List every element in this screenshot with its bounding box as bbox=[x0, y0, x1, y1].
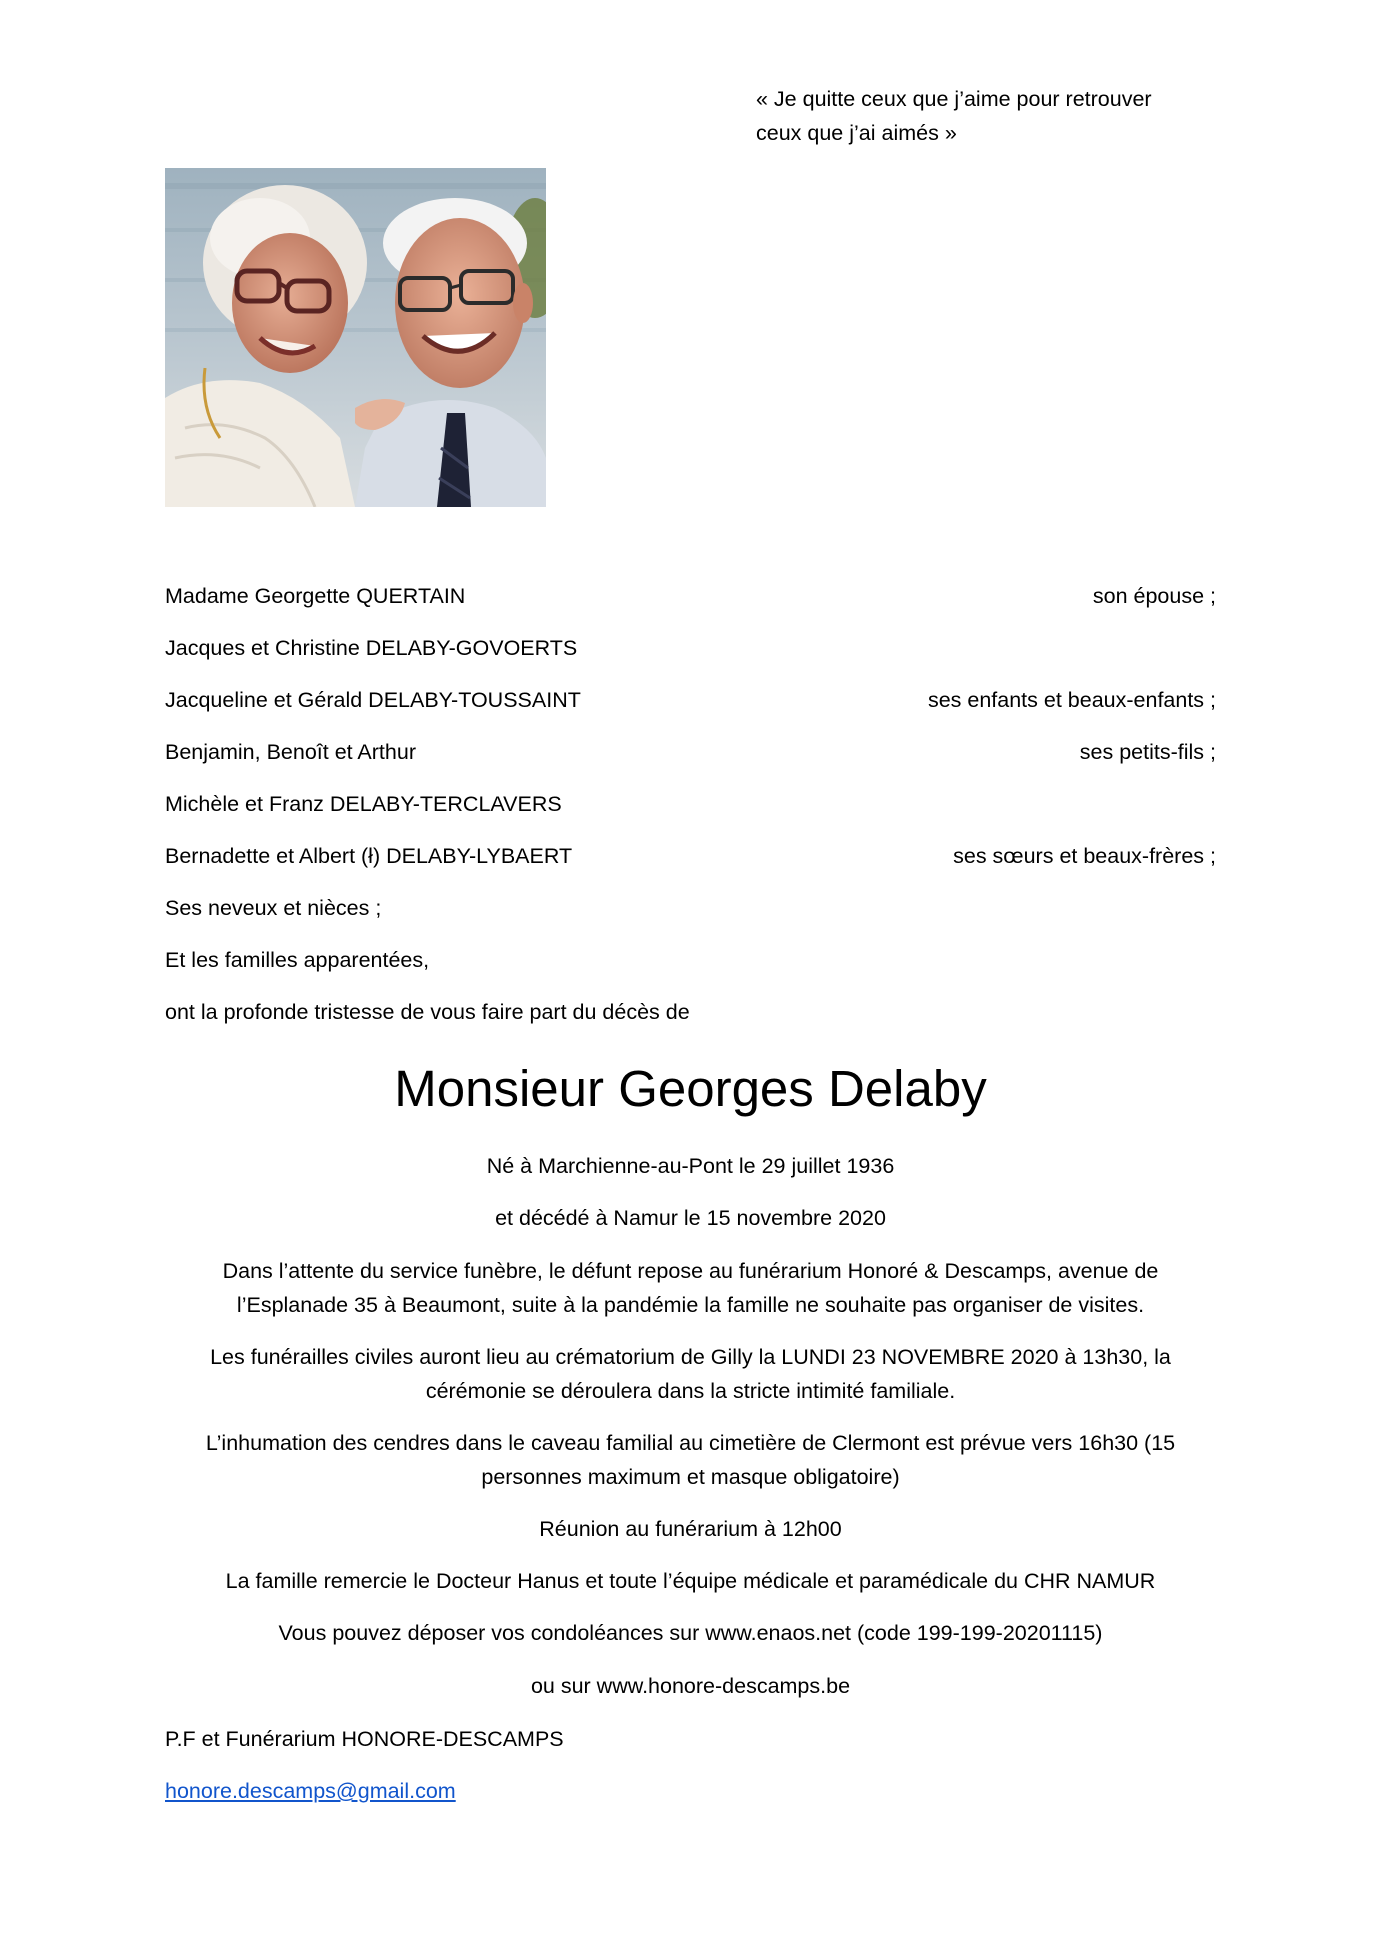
family-row bbox=[165, 789, 1216, 819]
family-member-name: Bernadette et Albert (ł) DELABY-LYBAERT bbox=[165, 844, 573, 868]
epigraph-quote bbox=[756, 82, 1316, 150]
family-relation: son épouse ; bbox=[1092, 584, 1216, 608]
email-link[interactable]: honore.descamps@gmail.com bbox=[165, 1779, 456, 1803]
quote-line-1: « Je quitte ceux que j’aime pour retrouver bbox=[756, 87, 1152, 111]
family-member-name: Madame Georgette QUERTAIN bbox=[165, 584, 466, 608]
couple-photo-illustration bbox=[165, 168, 546, 507]
family-relation: ses sœurs et beaux-frères ; bbox=[953, 844, 1216, 868]
announcement-line bbox=[165, 997, 1216, 1027]
funeral-home-name: P.F et Funérarium HONORE-DESCAMPS bbox=[165, 1727, 564, 1751]
burial-paragraph-line-1: L’inhumation des cendres dans le caveau familial au cimetière de Clermont est prévue vers 16h30 (15 bbox=[205, 1431, 1176, 1455]
family-member-name: Et les familles apparentées, bbox=[165, 948, 430, 972]
family-row bbox=[165, 685, 1216, 715]
family-member-name: Benjamin, Benoît et Arthur bbox=[165, 740, 416, 764]
rest-paragraph-line-2: l’Esplanade 35 à Beaumont, suite à la pandémie la famille ne souhaite pas organiser de visites. bbox=[236, 1293, 1145, 1317]
quote-line-2: ceux que j’ai aimés » bbox=[756, 121, 957, 145]
burial-paragraph-line-2: personnes maximum et masque obligatoire) bbox=[481, 1465, 900, 1489]
family-member-name: Michèle et Franz DELABY-TERCLAVERS bbox=[165, 792, 562, 816]
birth-line: Né à Marchienne-au-Pont le 29 juillet 1936 bbox=[486, 1154, 895, 1178]
website-line: ou sur www.honore-descamps.be bbox=[530, 1674, 851, 1698]
family-member-name: Jacqueline et Gérald DELABY-TOUSSAINT bbox=[165, 688, 581, 712]
condolences-line: Vous pouvez déposer vos condoléances sur www.enaos.net (code 199-199-20201115) bbox=[278, 1621, 1103, 1645]
family-row bbox=[165, 581, 1216, 611]
family-row bbox=[165, 945, 1216, 975]
couple-photo bbox=[165, 168, 546, 507]
family-row bbox=[165, 841, 1216, 871]
family-relation: ses petits-fils ; bbox=[1079, 740, 1216, 764]
deceased-name-heading: Monsieur Georges Delaby bbox=[394, 1060, 987, 1117]
thanks-line: La famille remercie le Docteur Hanus et toute l’équipe médicale et paramédicale du CHR NAMUR bbox=[225, 1569, 1156, 1593]
family-member-name: Ses neveux et nièces ; bbox=[165, 896, 382, 920]
family-row bbox=[165, 737, 1216, 767]
announcement-text: ont la profonde tristesse de vous faire part du décès de bbox=[165, 1000, 690, 1024]
rest-paragraph-line-1: Dans l’attente du service funèbre, le défunt repose au funérarium Honoré & Descamps, avenue de bbox=[222, 1259, 1159, 1283]
family-relation: ses enfants et beaux-enfants ; bbox=[927, 688, 1216, 712]
meeting-line: Réunion au funérarium à 12h00 bbox=[539, 1517, 842, 1541]
funeral-paragraph-line-2: cérémonie se déroulera dans la stricte intimité familiale. bbox=[425, 1379, 956, 1403]
funeral-paragraph-line-1: Les funérailles civiles auront lieu au crématorium de Gilly la LUNDI 23 NOVEMBRE 2020 à 13h30, la bbox=[210, 1345, 1171, 1369]
death-line: et décédé à Namur le 15 novembre 2020 bbox=[495, 1206, 886, 1230]
family-row bbox=[165, 893, 1216, 923]
family-row bbox=[165, 633, 1216, 663]
family-member-name: Jacques et Christine DELABY-GOVOERTS bbox=[165, 636, 578, 660]
